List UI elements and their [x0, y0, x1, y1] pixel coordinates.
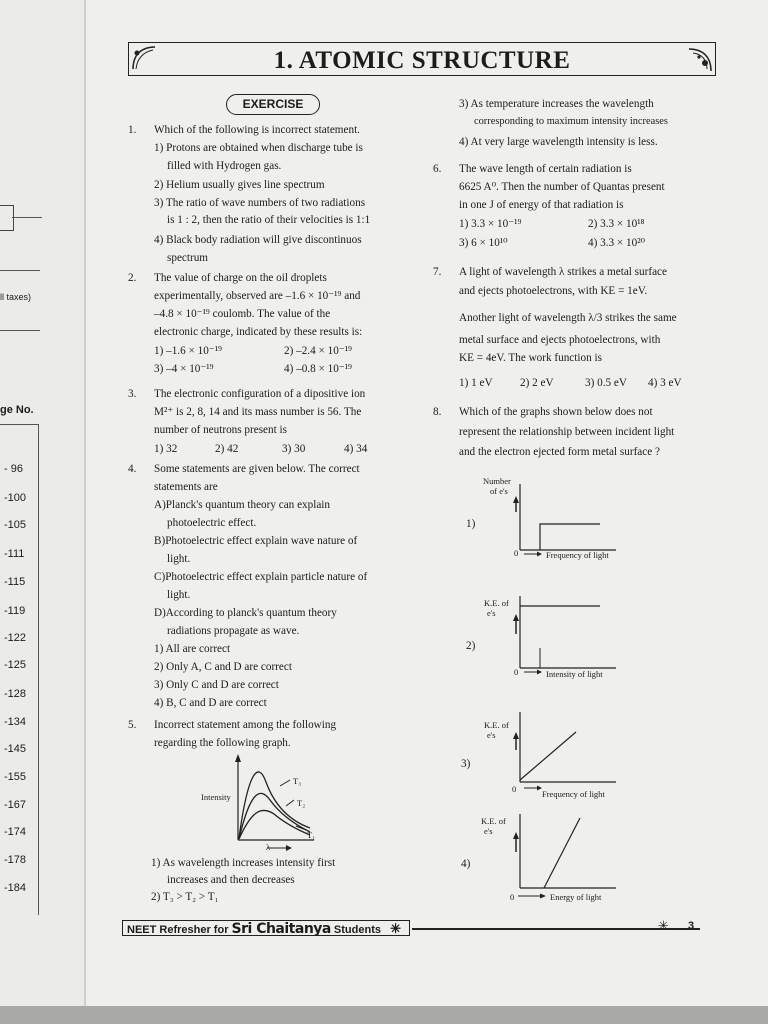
adjacent-page [0, 0, 86, 1010]
star-ornament-icon: ✳ [658, 919, 669, 934]
t3-pointer [280, 780, 290, 786]
footer-brand: Sri Chaitanya [231, 921, 331, 937]
q2-line: –4.8 × 10⁻¹⁹ coulomb. The value of the [154, 308, 331, 320]
y-arrow-icon [513, 496, 519, 503]
footer-prefix: NEET Refresher for [127, 924, 232, 936]
graph-label-t1: T₁ [307, 830, 316, 840]
exercise-badge: EXERCISE [226, 94, 320, 115]
q1-line: 2) Helium usually gives line spectrum [154, 179, 325, 191]
question-number: 1. [128, 124, 137, 136]
y-arrow-icon [513, 614, 519, 621]
q3-line: M²⁺ is 2, 8, 14 and its mass number is 56. The [154, 406, 362, 418]
q6-line: in one J of energy of that radiation is [459, 199, 624, 211]
question-number: 4. [128, 463, 137, 475]
q3-option: 2) 42 [215, 443, 239, 455]
q1-line: spectrum [167, 252, 209, 264]
question-number: 2. [128, 272, 137, 284]
footer-brand-box [122, 920, 410, 936]
adjacent-page-number: -128 [4, 688, 27, 700]
q3-line: The electronic configuration of a dipositive ion [154, 388, 366, 400]
t2-pointer [286, 800, 294, 806]
q1-line: 4) Black body radiation will give discontinuos [154, 234, 362, 246]
q4-line: B)Photoelectric effect explain wave nature of [154, 535, 358, 547]
q8-line: and the electron ejected form metal surface ? [459, 446, 660, 458]
lambda-arrow-icon [286, 845, 292, 851]
q5-option: corresponding to maximum intensity increases [474, 116, 668, 127]
q5-option: 3) As temperature increases the wavelength [459, 98, 654, 110]
q5-line: Incorrect statement among the following [154, 719, 337, 731]
q8-graph-4 [510, 810, 620, 896]
q8-graph-option: 3) [461, 758, 471, 770]
adjacent-taxes-text: ll taxes) [0, 292, 32, 302]
footer-rule [412, 928, 700, 930]
x-arrow-icon [518, 891, 548, 901]
q8-graph-2 [510, 592, 620, 676]
q7-option: 4) 3 eV [648, 377, 682, 389]
graph-xlabel: λ [266, 842, 271, 852]
graph-xlabel: Frequency of light [542, 789, 605, 799]
adjacent-page-number: -167 [4, 799, 27, 811]
graph-ylabel: e's [487, 608, 496, 618]
adjacent-page-number: -105 [4, 519, 27, 531]
q4-line: D)According to planck's quantum theory [154, 607, 337, 619]
graph-xlabel: Frequency of light [546, 550, 609, 560]
adjacent-rule [12, 217, 42, 218]
q7-line: A light of wavelength λ strikes a metal surface [459, 266, 667, 278]
q2-line: The value of charge on the oil droplets [154, 272, 327, 284]
q7-line: KE = 4eV. The work function is [459, 352, 602, 364]
scan-bottom-band [0, 1006, 768, 1024]
q5-option: increases and then decreases [167, 874, 295, 886]
question-number: 5. [128, 719, 137, 731]
adjacent-page-number: -100 [4, 492, 27, 504]
q8-graph-option: 1) [466, 518, 476, 530]
curve-t1 [239, 810, 310, 839]
adjacent-rule [0, 270, 40, 271]
q7-option: 3) 0.5 eV [585, 377, 627, 389]
q8-graph-option: 4) [461, 858, 471, 870]
adjacent-page-number: -134 [4, 716, 27, 728]
q6-option: 1) 3.3 × 10⁻¹⁹ [459, 218, 522, 230]
adjacent-page-number: -145 [4, 743, 27, 755]
q6-option: 3) 6 × 10¹⁰ [459, 237, 508, 249]
chapter-title-box [128, 42, 716, 76]
q8-graph-3 [510, 708, 620, 794]
q5-option: 2) T₃ > T₂ > T₁ [151, 891, 219, 903]
graph-xlabel: Energy of light [550, 892, 602, 902]
q4-option: 4) B, C and D are correct [154, 697, 267, 709]
q7-option: 1) 1 eV [459, 377, 493, 389]
q7-line: metal surface and ejects photoelectrons, with [459, 334, 661, 346]
graph-label-t2: T₂ [297, 798, 306, 808]
q3-option: 1) 32 [154, 443, 178, 455]
q5-line: regarding the following graph. [154, 737, 291, 749]
q7-line: and ejects photoelectrons, with KE = 1eV. [459, 285, 648, 297]
q6-line: 6625 A⁰. Then the number of Quantas present [459, 181, 665, 193]
graph-origin: 0 [514, 667, 519, 677]
adjacent-page-no-header: ge No. [0, 404, 34, 416]
q2-option: 1) –1.6 × 10⁻¹⁹ [154, 345, 222, 357]
x-arrow-icon [537, 670, 542, 675]
q8-graph-1 [510, 478, 620, 558]
q4-line: Some statements are given below. The correct [154, 463, 360, 475]
q6-option: 4) 3.3 × 10²⁰ [588, 237, 646, 249]
x-arrow-icon [537, 552, 542, 557]
y-axis-arrow-icon [235, 754, 241, 762]
graph-line [544, 818, 580, 888]
q2-line: electronic charge, indicated by these results is: [154, 326, 363, 338]
q4-line: light. [167, 589, 191, 601]
q7-line: Another light of wavelength λ/3 strikes the same [459, 312, 677, 324]
q1-line: is 1 : 2, then the ratio of their velocities is 1:1 [167, 214, 371, 226]
question-number: 6. [433, 163, 442, 175]
q1-line: 3) The ratio of wave numbers of two radiations [154, 197, 366, 209]
graph-ylabel: K.E. of [484, 598, 509, 608]
q4-option: 1) All are correct [154, 643, 231, 655]
graph-xlabel: Intensity of light [546, 669, 603, 679]
adjacent-page-box [0, 205, 14, 231]
q4-line: statements are [154, 481, 218, 493]
graph-origin: 0 [514, 548, 519, 558]
q3-option: 3) 30 [282, 443, 306, 455]
q3-line: number of neutrons present is [154, 424, 287, 436]
graph-origin: 0 [510, 892, 515, 902]
adjacent-page-number: -119 [4, 605, 26, 617]
adjacent-page-number: -115 [4, 576, 26, 588]
graph-ylabel: K.E. of [481, 816, 506, 826]
q2-option: 2) –2.4 × 10⁻¹⁹ [284, 345, 352, 357]
q8-line: represent the relationship between incident light [459, 426, 675, 438]
y-arrow-icon [513, 732, 519, 739]
adjacent-page-number: -184 [4, 882, 27, 894]
question-number: 3. [128, 388, 137, 400]
page-number: 3 [688, 920, 695, 932]
star-ornament-icon: ✳ [390, 921, 401, 936]
q2-option: 4) –0.8 × 10⁻¹⁹ [284, 363, 352, 375]
graph-ylabel: Number [483, 476, 511, 486]
graph-line [540, 524, 600, 550]
q8-graph-option: 2) [466, 640, 476, 652]
adjacent-page-number: -155 [4, 771, 27, 783]
question-number: 8. [433, 406, 442, 418]
question-1-stem: Which of the following is incorrect statement. [154, 124, 360, 136]
chapter-title: 1. ATOMIC STRUCTURE [273, 47, 571, 74]
adjacent-rule [0, 330, 40, 331]
q1-line: 1) Protons are obtained when discharge tube is [154, 142, 363, 154]
footer-suffix: Students [330, 924, 381, 936]
adjacent-page-number: -178 [4, 854, 27, 866]
q4-line: light. [167, 553, 191, 565]
q3-option: 4) 34 [344, 443, 368, 455]
q4-line: C)Photoelectric effect explain particle nature of [154, 571, 368, 583]
q4-option: 2) Only A, C and D are correct [154, 661, 292, 673]
q6-option: 2) 3.3 × 10¹⁸ [588, 218, 645, 230]
graph-line [520, 732, 576, 780]
adjacent-page-number: -174 [4, 826, 27, 838]
y-arrow-icon [513, 832, 519, 839]
q7-option: 2) 2 eV [520, 377, 554, 389]
adjacent-page-number: -111 [4, 548, 25, 560]
q6-line: The wave length of certain radiation is [459, 163, 632, 175]
graph-ylabel: Intensity [201, 792, 231, 802]
q4-line: photoelectric effect. [167, 517, 257, 529]
graph-label-t3: T₃ [293, 776, 302, 786]
q2-line: experimentally, observed are –1.6 × 10⁻¹⁹ and [154, 290, 361, 302]
q1-line: filled with Hydrogen gas. [167, 160, 282, 172]
graph-ylabel: e's [487, 730, 496, 740]
question-number: 7. [433, 266, 442, 278]
page-footer [122, 918, 710, 938]
adjacent-page-number: -122 [4, 632, 27, 644]
graph-ylabel: e's [484, 826, 493, 836]
graph-ylabel: of e's [490, 486, 508, 496]
q8-line: Which of the graphs shown below does not [459, 406, 653, 418]
q5-option: 4) At very large wavelength intensity is less. [459, 136, 658, 148]
adjacent-page-number: - 96 [4, 463, 23, 475]
q5-option: 1) As wavelength increases intensity first [151, 857, 336, 869]
adjacent-page-number: -125 [4, 659, 27, 671]
q4-option: 3) Only C and D are correct [154, 679, 279, 691]
graph-ylabel: K.E. of [484, 720, 509, 730]
q4-line: radiations propagate as wave. [167, 625, 300, 637]
q4-line: A)Planck's quantum theory can explain [154, 499, 330, 511]
graph-origin: 0 [512, 784, 517, 794]
q2-option: 3) –4 × 10⁻¹⁹ [154, 363, 214, 375]
